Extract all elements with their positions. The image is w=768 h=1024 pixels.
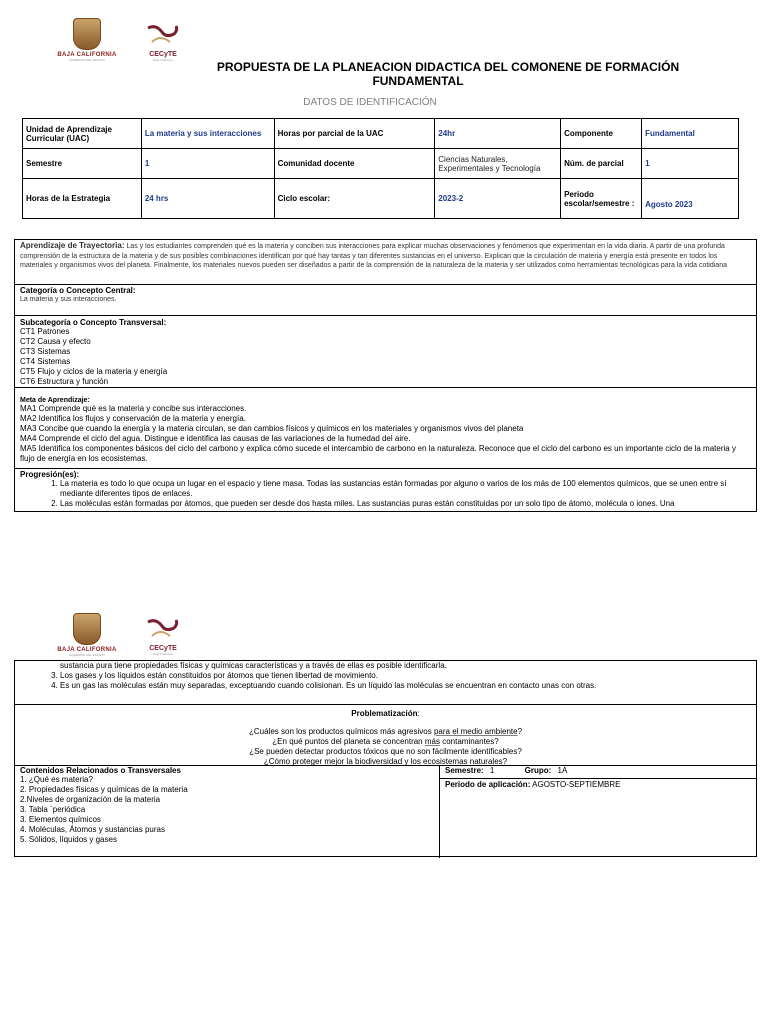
question-text: más [424,737,440,746]
horas-parcial-label: Horas por parcial de la UAC [274,119,435,149]
contenido-item: 3. Tabla ´periódica [20,805,86,814]
concepto-item: CT3 Sistemas [20,347,71,356]
concepto-item: CT1 Patrones [20,327,70,336]
concepto-item: CT5 Flujo y ciclos de la materia y energía [20,367,168,376]
cecyte-subtext: Baja California [153,652,173,656]
uac-value: La materia y sus interacciones [141,119,274,149]
categoria-label: Categoría o Concepto Central: [20,286,136,295]
semestre-grupo-value: 1 [489,766,495,775]
question-text: ? [517,727,523,736]
periodo-aplicacion-value: AGOSTO-SEPTIEMBRE [532,780,621,789]
comunidad-value: Ciencias Naturales, Experimentales y Tecnología [435,149,561,179]
concepto-item: CT6 Estructura y función [20,377,109,386]
horas-parcial-value: 24hr [435,119,561,149]
horas-estrategia-value: 24 hrs [141,179,274,219]
progresion-continued-section [15,661,756,705]
subcategoria-section [15,316,756,388]
meta-item: MA3 Concibe que cuando la energía y la materia circulan, se dan cambios físicos y químicos en los materiales y organismos vivos del planeta [20,424,524,433]
title-line-1: PROPUESTA DE LA PLANEACION DIDACTICA DEL COMONENE DE FORMACIÓN [216,60,680,74]
ciclo-label: Ciclo escolar: [274,179,435,219]
semestre-grupo-label: Semestre: [445,766,484,775]
crest-icon [73,18,101,50]
question-text: ¿En qué puntos del planeta se concentran [272,737,425,746]
progresion-item: 4. Es un gas las moléculas están muy separadas, exceptuando cuando colisionan. Es un líquido las moléculas se encuentran en contacto unas con otras. [60,681,751,691]
section-subtitle: DATOS DE IDENTIFICACIÓN [303,97,437,108]
problem-question: ¿Se pueden detectar productos tóxicos que no son fácilmente identificables? [249,747,522,756]
baja-california-subtext: GOBIERNO DEL ESTADO [69,653,105,657]
meta-item: MA5 Identifica los componentes básicos del ciclo del carbono y explica cómo sucede el intercambio de carbono en la naturaleza. Reconoce que el ciclo del carbono es un importante ciclo de la materia y flujo de energía en los ecosistemas. [20,444,736,463]
progresion-item: 3. Los gases y los líquidos están constituidos por átomos que tienen libertad de movimiento. [60,671,751,681]
cecyte-mark-icon [144,618,182,640]
problem-question [20,737,751,747]
num-parcial-value: 1 [642,149,739,179]
planning-box-page1 [14,239,757,512]
semestre-value: 1 [141,149,274,179]
problem-question: ¿Cómo proteger mejor la biodiversidad y los ecosistemas naturales? [263,757,508,766]
question-text: para el medio ambiente [433,727,518,736]
categoria-section [15,285,756,316]
contenido-item: 2. Propiedades físicas y químicas de la materia [20,785,188,794]
cecyte-text: CECyTE [149,51,177,58]
page-title [200,60,696,88]
contenido-item: 4. Moléculas, Átomos y sustancias puras [20,825,165,834]
periodo-value: Agosto 2023 [642,179,739,219]
title-line-2: FUNDAMENTAL [372,74,464,88]
meta-item: MA2 Identifica los flujos y conservación de la materia y energía. [20,414,246,423]
identification-table [22,118,739,219]
progresion-label: Progresión(es): [20,470,80,479]
progresion-item: 1. La materia es todo lo que ocupa un lugar en el espacio y tiene masa. Todas las sustancias están formadas por alguno o varios de los más de 100 elementos químicos, que se unen entre sí mediante diferentes tipos de enlaces. [60,479,751,499]
meta-label: Meta de Aprendizaje [20,397,88,404]
periodo-aplicacion-label: Periodo de aplicación: [445,780,531,789]
progresion-section [15,469,756,513]
baja-california-logo [52,18,122,62]
semestre-grupo-cell [440,766,756,779]
trayectoria-section [15,240,756,285]
problematizacion-label: Problematización [351,709,418,718]
trayectoria-label: Aprendizaje de Trayectoria: [20,241,125,250]
contenidos-label: Contenidos Relacionados o Transversales [20,766,181,775]
componente-value: Fundamental [642,119,739,149]
identification-row [23,119,739,149]
contenido-item: 2.Niveles de organización de la materia [20,795,161,804]
comunidad-label: Comunidad docente [274,149,435,179]
cecyte-text: CECyTE [149,645,177,652]
contenido-item: 3. Elementos químicos [20,815,101,824]
identification-row [23,179,739,219]
num-parcial-label: Núm. de parcial [561,149,642,179]
subcategoria-label: Subcategoría o Concepto Transversal: [20,318,167,327]
baja-california-text: BAJA CALIFORNIA [57,52,117,58]
trayectoria-text: Las y los estudiantes comprenden qué es la materia y conciben sus interacciones para explicar muchas observaciones y fenómenos que experimentan en la vida diaria. A partir de una profunda comprensión de la estructura de la materia y de sus posibles combinaciones identifican por qué hay tantas y tan diferentes sustancias en el universo. Explican que la circulación de materia y energía está presente en todos los materiales y organismos vivos del planeta. Finalmente, los materiales nuevos pueden ser diseñados a partir de la comprensión de la naturaleza de la materia y ser utilizados como herramientas tecnológicas para la vida cotidiana [20,243,727,269]
contenidos-section [15,766,440,858]
meta-item: MA4 Comprende el ciclo del agua. Distingue e identifica las causas de las variaciones de la humedad del aire. [20,434,411,443]
progresion-item-continued: sustancia pura tiene propiedades físicas y químicas características y a través de ellas es posible identificarla. [60,661,447,670]
crest-icon [73,613,101,645]
horas-estrategia-label: Horas de la Estrategia [23,179,142,219]
baja-california-subtext: GOBIERNO DEL ESTADO [69,58,105,62]
componente-label: Componente [561,119,642,149]
categoria-text: La materia y sus interacciones. [20,296,117,303]
concepto-item: CT4 Sistemas [20,357,71,366]
periodo-aplicacion-cell [440,780,756,790]
question-text: contaminantes? [439,737,499,746]
cecyte-logo [140,24,186,62]
baja-california-logo [52,613,122,657]
cecyte-logo [140,618,186,656]
semestre-label: Semestre [23,149,142,179]
problematizacion-section: Problematización: ¿Cuáles son los productos químicos más agresivos para el medio ambiente? ¿En qué puntos del planeta se concentran más contaminantes? ¿Se pueden detectar productos tóxicos que no son fácilmente identificables? ¿Cómo proteger mejor la biodiversidad y los ecosistemas naturales? [15,705,756,766]
contenido-item: 1. ¿Qué es materia? [20,775,93,784]
cecyte-mark-icon [144,24,182,46]
grupo-value: 1A [557,766,568,775]
baja-california-text: BAJA CALIFORNIA [57,647,117,653]
cecyte-subtext: Baja California [153,58,173,62]
uac-label: Unidad de Aprendizaje Curricular (UAC) [23,119,142,149]
meta-item: MA1 Comprende qué es la materia y concibe sus interacciones. [20,404,247,413]
ciclo-value: 2023-2 [435,179,561,219]
question-text: ¿Cuáles son los productos químicos más agresivos [248,727,434,736]
identification-row [23,149,739,179]
problem-question [20,727,751,737]
planning-box-page2 [14,660,757,857]
contenido-item: 5. Sólidos, líquidos y gases [20,835,117,844]
periodo-label: Periodo escolar/semestre : [561,179,642,219]
concepto-item: CT2 Causa y efecto [20,337,91,346]
meta-section: Meta de Aprendizaje: MA1 Comprende qué es la materia y concibe sus interacciones. MA2 Identifica los flujos y conservación de la materia y energía. MA3 Concibe que cuando la energía y la materia circulan, se dan cambios físicos y químicos en los materiales y organismos vivos del planeta MA4 Comprende el ciclo del agua. Distingue e identifica las causas de las variaciones de la humedad del aire. MA5 Identifica los componentes básicos del ciclo del carbono y explica cómo sucede el intercambio de carbono en la naturaleza. Reconoce que el ciclo del carbono es un importante ciclo de la materia y flujo de energía en los ecosistemas. [15,388,756,469]
grupo-label: Grupo: [524,766,552,775]
progresion-item: 2. Las moléculas están formadas por átomos, que pueden ser desde dos hasta miles. Las sustancias puras están constituidas por un solo tipo de átomo, molécula o iones. Una [60,499,751,509]
